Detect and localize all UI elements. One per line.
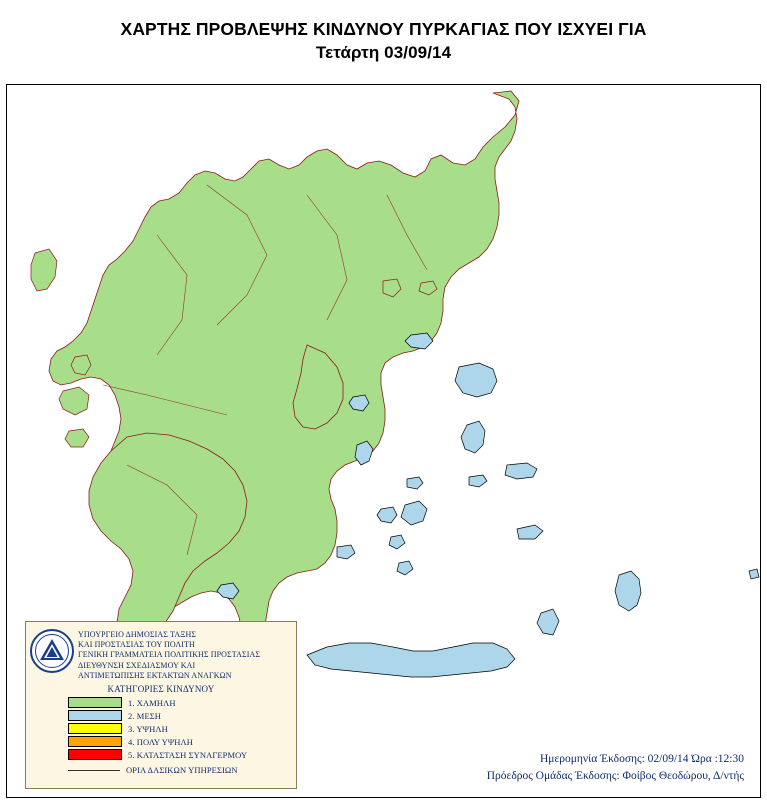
- legend-header: [26, 622, 296, 681]
- map-frame[interactable]: [6, 84, 761, 798]
- authority-line-1: ΥΠΟΥΡΓΕΙΟ ΔΗΜΟΣΙΑΣ ΤΑΞΗΣ: [78, 630, 197, 639]
- authority-line-4: ΔΙΕΥΘΥΝΣΗ ΣΧΕΔΙΑΣΜΟΥ ΚΑΙ: [78, 660, 196, 670]
- legend-item-1: [68, 697, 296, 708]
- island-chios[interactable]: [461, 421, 485, 453]
- legend-boundary-row: [26, 765, 296, 775]
- island-lesvos[interactable]: [455, 363, 497, 397]
- island-ikaria[interactable]: [469, 475, 487, 487]
- chair-text: Πρόεδρος Ομάδας Έκδοσης: Φοίβος Θεοδώρου, Δ/ντής: [486, 769, 744, 782]
- legend-label-4: 4. ΠΟΛΥ ΥΨΗΛΗ: [128, 736, 194, 747]
- island-kefalonia[interactable]: [59, 387, 89, 415]
- legend-item-3: [68, 723, 296, 734]
- region-mainland-greece[interactable]: [49, 91, 519, 683]
- legend-boundary-label: ΟΡΙΑ ΔΑΣΙΚΩΝ ΥΠΗΡΕΣΙΩΝ: [126, 765, 238, 776]
- legend-authority-text: [78, 627, 260, 681]
- legend-item-4: [68, 736, 296, 747]
- legend-item-5: [68, 749, 296, 760]
- legend-categories-title: ΚΑΤΗΓΟΡΙΕΣ ΚΙΝΔΥΝΟΥ: [107, 684, 215, 695]
- island-kerkyra[interactable]: [31, 249, 57, 291]
- legend-category-list: [26, 697, 296, 760]
- swatch-alert: [68, 749, 122, 760]
- legend-label-2: 2. ΜΕΣΗ: [128, 710, 162, 721]
- authority-line-2: ΚΑΙ ΠΡΟΣΤΑΣΙΑΣ ΤΟΥ ΠΟΛΙΤΗ: [78, 640, 195, 650]
- map-footer: [487, 751, 744, 786]
- legend-label-5: 5. ΚΑΤΑΣΤΑΣΗ ΣΥΝΑΓΕΡΜΟΥ: [128, 749, 248, 760]
- island-paros[interactable]: [377, 507, 397, 523]
- island-crete[interactable]: [307, 643, 515, 677]
- issue-date-text: Ημερομηνία Έκδοσης: 02/09/14 Ώρα :12:30: [539, 752, 744, 765]
- island-zakynthos[interactable]: [65, 429, 89, 447]
- region-peloponnese[interactable]: [89, 433, 247, 641]
- island-milos[interactable]: [337, 545, 355, 559]
- title-line-2: Τετάρτη 03/09/14: [315, 42, 452, 62]
- island-kos[interactable]: [517, 525, 543, 539]
- authority-line-5: ΑΝΤΙΜΕΤΩΠΙΣΗΣ ΕΚΤΑΚΤΩΝ ΑΝΑΓΚΩΝ: [78, 670, 232, 680]
- island-mykonos[interactable]: [407, 477, 423, 489]
- island-samos[interactable]: [505, 463, 537, 479]
- authority-line-3: ΓΕΝΙΚΗ ΓΡΑΜΜΑΤΕΙΑ ΠΟΛΙΤΙΚΗΣ ΠΡΟΣΤΑΣΙΑΣ: [78, 650, 261, 660]
- civil-protection-emblem-icon: [30, 627, 74, 675]
- boundary-line-sample-icon: [68, 770, 120, 771]
- swatch-low: [68, 697, 122, 708]
- island-naxos[interactable]: [401, 501, 427, 525]
- island-karpathos[interactable]: [537, 609, 559, 635]
- legend-label-1: 1. ΧΑΜΗΛΗ: [128, 697, 176, 708]
- title-line-1: ΧΑΡΤΗΣ ΠΡΟΒΛΕΨΗΣ ΚΙΝΔΥΝΟΥ ΠΥΡΚΑΓΙΑΣ ΠΟΥ ΙΣΧΥΕΙ ΓΙΑ: [120, 19, 647, 39]
- swatch-very-high: [68, 736, 122, 747]
- island-rhodes[interactable]: [615, 571, 641, 611]
- swatch-high: [68, 723, 122, 734]
- legend-label-3: 3. ΥΨΗΛΗ: [128, 723, 168, 734]
- page-title: [0, 18, 767, 65]
- swatch-medium: [68, 710, 122, 721]
- island-ios[interactable]: [389, 535, 405, 549]
- island-east-fragment[interactable]: [749, 569, 759, 579]
- map-land-layer: [49, 91, 519, 683]
- island-santorini[interactable]: [397, 561, 413, 575]
- legend-item-2: [68, 710, 296, 721]
- legend-box: [25, 621, 297, 789]
